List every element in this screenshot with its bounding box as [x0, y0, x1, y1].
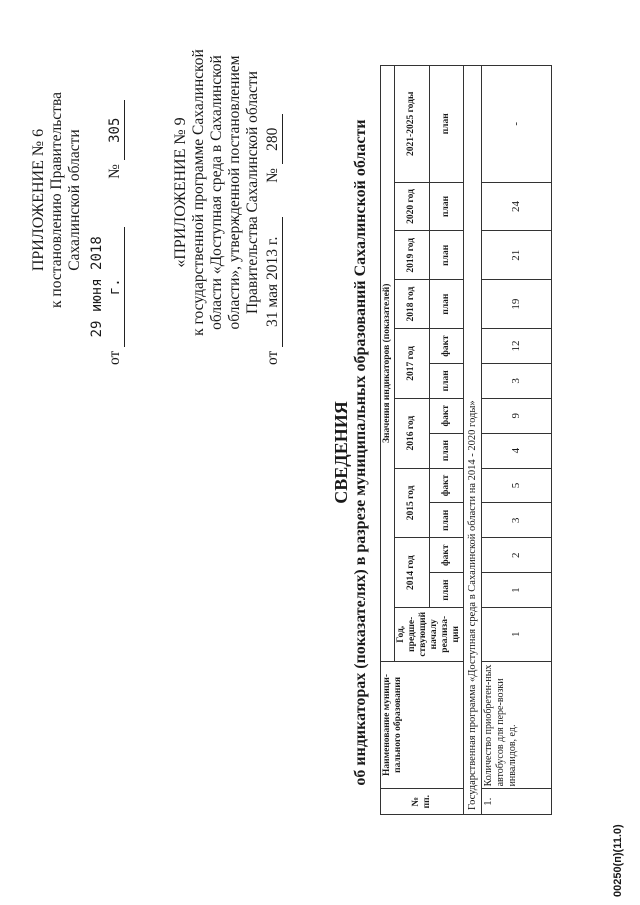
- col-name-header: Наименование муници-пального образования: [381, 661, 464, 789]
- fact-2016: факт: [429, 398, 464, 433]
- table-row: [482, 66, 552, 815]
- row1-p2016: 4: [482, 433, 552, 468]
- program-row-text: Государственная программа «Доступная среда в Сахалинской области на 2014 - 2020 годы»: [464, 66, 482, 815]
- plan-2015: план: [429, 503, 464, 538]
- appendix9-date-line: от 31 мая 2013 г. № 280: [264, 20, 283, 365]
- row1-p2018: 19: [482, 280, 552, 329]
- plan-2016: план: [429, 433, 464, 468]
- title-line2: об индикаторах (показателях) в разрезе муниципальных образований Сахалинской области: [352, 119, 369, 786]
- program-row: [464, 66, 482, 815]
- appendix9-line4: Правительства Сахалинской области: [244, 71, 261, 314]
- appendix9-title: «ПРИЛОЖЕНИЕ № 9: [172, 117, 189, 268]
- appendix9-date: 31 мая 2013 г.: [264, 217, 283, 347]
- appendix6-block: [30, 35, 125, 365]
- appendix6-date-line: от 29 июня 2018 г. № 305: [88, 35, 125, 365]
- plan-2017: план: [429, 363, 464, 398]
- appendix9-line3: области», утвержденной постановлением: [226, 55, 243, 330]
- col-prev-year-header: Год, предше-ствующий началу реализа-ции: [395, 608, 464, 661]
- row1-p2015: 3: [482, 503, 552, 538]
- row1-p2019: 21: [482, 231, 552, 280]
- year-2020-header: 2020 год: [395, 182, 430, 231]
- row1-p2021-2025: -: [482, 66, 552, 183]
- plan-2020: план: [429, 182, 464, 231]
- row1-p2020: 24: [482, 182, 552, 231]
- title-line1: СВЕДЕНИЯ: [331, 401, 351, 504]
- year-2016-header: 2016 год: [395, 398, 430, 468]
- year-2019-header: 2019 год: [395, 231, 430, 280]
- plan-2021-2025: план: [429, 66, 464, 183]
- plan-2014: план: [429, 573, 464, 608]
- year-2015-header: 2015 год: [395, 468, 430, 538]
- row1-p2014: 1: [482, 573, 552, 608]
- header-row-1: [381, 66, 395, 815]
- row1-f2014: 2: [482, 538, 552, 573]
- appendix6-line2: Сахалинской области: [66, 129, 83, 271]
- row1-no: 1.: [482, 789, 552, 815]
- appendix6-title: ПРИЛОЖЕНИЕ № 6: [30, 128, 47, 272]
- row1-f2015: 5: [482, 468, 552, 503]
- footer-code: 00250(п)(11.0): [612, 824, 624, 897]
- year-2014-header: 2014 год: [395, 538, 430, 608]
- fact-2017: факт: [429, 329, 464, 364]
- years-2021-2025-header: 2021-2025 годы: [395, 66, 430, 183]
- appendix6-number: 305: [106, 100, 125, 160]
- row1-f2017: 12: [482, 329, 552, 364]
- appendix6-line1: к постановлению Правительства: [48, 92, 65, 308]
- row1-name: Количество приобретен-ных автобусов для пере-возки инвалидов, ед.: [482, 661, 552, 789]
- col-no-header: № пп.: [381, 789, 464, 815]
- year-2017-header: 2017 год: [395, 329, 430, 399]
- plan-2018: план: [429, 280, 464, 329]
- appendix9-line2: области «Доступная среда в Сахалинской: [208, 55, 225, 330]
- appendix9-number: 280: [264, 114, 283, 164]
- group-header: Значения индикаторов (показателей): [381, 66, 395, 662]
- year-2018-header: 2018 год: [395, 280, 430, 329]
- fact-2014: факт: [429, 538, 464, 573]
- appendix9-block: [172, 20, 283, 365]
- indicators-table: [380, 65, 552, 815]
- appendix9-line1: к государственной программе Сахалинской: [190, 49, 207, 336]
- plan-2019: план: [429, 231, 464, 280]
- row1-prev: 1: [482, 608, 552, 661]
- document-title: [332, 0, 370, 905]
- fact-2015: факт: [429, 468, 464, 503]
- appendix6-date: 29 июня 2018 г.: [88, 227, 125, 347]
- row1-p2017: 3: [482, 363, 552, 398]
- row1-f2016: 9: [482, 398, 552, 433]
